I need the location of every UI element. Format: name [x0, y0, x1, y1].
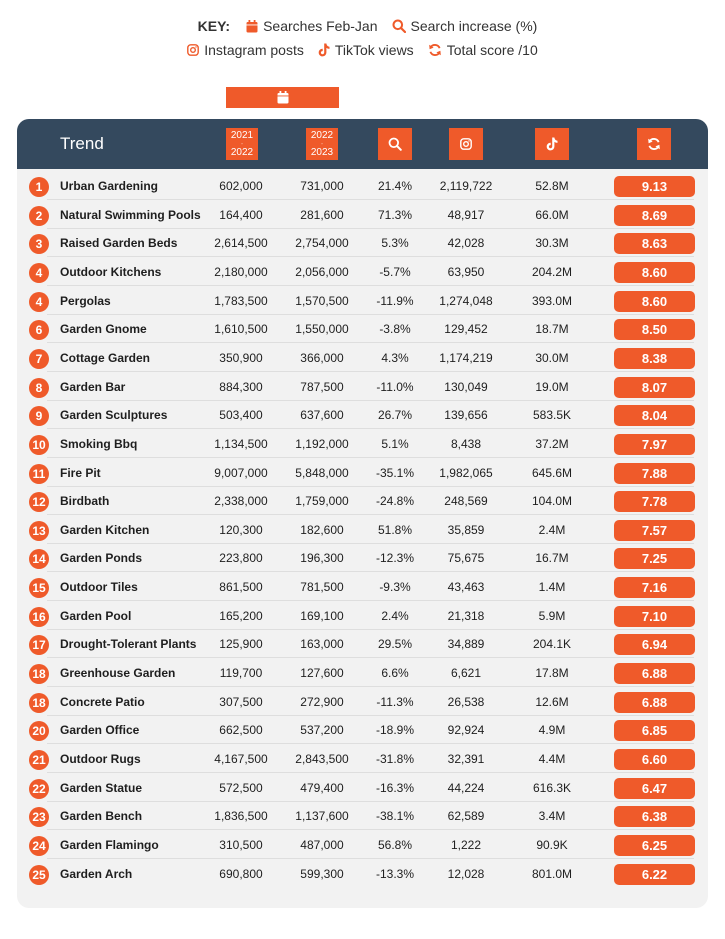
cell-searches-2021-2022: 1,134,500: [214, 436, 268, 451]
rank-badge: 10: [29, 435, 49, 455]
cell-instagram-posts: 1,222: [450, 837, 482, 852]
cell-total-score: 8.69: [614, 205, 695, 226]
cell-tiktok-views: 393.0M: [531, 293, 573, 308]
cell-trend-name: Garden Gnome: [60, 322, 147, 337]
cell-total-score: 6.38: [614, 806, 695, 827]
cell-searches-2021-2022: 310,500: [219, 837, 263, 852]
cell-searches-2021-2022: 125,900: [219, 637, 263, 652]
table-row: [17, 172, 708, 200]
rank-badge: 24: [29, 836, 49, 856]
cell-trend-name: Outdoor Rugs: [60, 752, 141, 766]
cell-total-score: 7.16: [614, 577, 695, 598]
rank-badge: 7: [29, 349, 49, 369]
cell-instagram-posts: 248,569: [444, 494, 488, 509]
legend-item-searches: [246, 18, 377, 34]
cell-searches-2021-2022: 1,783,500: [214, 293, 268, 308]
cell-searches-2022-2023: 169,100: [300, 608, 344, 623]
cell-searches-2021-2022: 350,900: [219, 350, 263, 365]
cell-trend-name: Garden Bench: [60, 809, 143, 824]
cell-searches-2022-2023: 366,000: [300, 350, 344, 365]
cell-instagram-posts: 92,924: [447, 723, 485, 738]
instagram-icon: [460, 138, 472, 150]
table-row: [17, 831, 708, 859]
table-row: [17, 229, 708, 257]
cell-searches-2021-2022: 884,300: [219, 379, 263, 394]
cell-searches-2021-2022: 503,400: [219, 408, 263, 423]
cell-tiktok-views: 4.4M: [538, 752, 566, 766]
table-row: [17, 344, 708, 372]
table-header: [17, 119, 708, 169]
cell-searches-2021-2022: 2,338,000: [214, 494, 268, 509]
rank-badge: 9: [29, 406, 49, 426]
legend-label-tiktok: TikTok views: [334, 42, 414, 58]
instagram-icon: [187, 44, 199, 56]
column-header-year-start: 2022: [310, 129, 334, 141]
column-header-2021-2022: 2021 - 2022: [226, 128, 258, 160]
trends-table: [17, 119, 708, 908]
legend-item-search-increase: [392, 18, 538, 34]
table-row: [17, 716, 708, 744]
cell-search-increase: 5.3%: [381, 236, 409, 251]
table-row: [17, 287, 708, 315]
cell-searches-2022-2023: 787,500: [300, 379, 344, 394]
rank-badge: 21: [29, 750, 49, 770]
cell-total-score: 6.60: [614, 749, 695, 770]
cell-tiktok-views: 18.7M: [535, 322, 569, 337]
cell-instagram-posts: 139,656: [444, 408, 488, 423]
cell-search-increase: -38.1%: [375, 809, 415, 824]
column-header-year-end: 2023: [310, 146, 334, 158]
cell-instagram-posts: 2,119,722: [439, 179, 493, 193]
rank-badge: 15: [29, 578, 49, 598]
cell-search-increase: 4.3%: [381, 350, 409, 365]
rank-badge: 14: [29, 549, 49, 569]
cell-tiktok-views: 16.7M: [535, 551, 569, 566]
cell-searches-2022-2023: 637,600: [300, 408, 344, 423]
cell-searches-2022-2023: 487,000: [300, 837, 344, 852]
cell-search-increase: 5.1%: [381, 436, 409, 451]
table-row: [17, 745, 708, 773]
cell-tiktok-views: 52.8M: [535, 179, 569, 193]
cell-trend-name: Garden Pool: [60, 608, 132, 623]
cell-total-score: 6.88: [614, 663, 695, 684]
legend-item-tiktok: [318, 42, 414, 58]
cell-searches-2022-2023: 479,400: [300, 780, 344, 795]
cell-trend-name: Outdoor Kitchens: [60, 264, 162, 279]
cell-searches-2022-2023: 5,848,000: [295, 465, 349, 480]
column-header-trend: Trend: [60, 134, 104, 153]
cell-searches-2021-2022: 662,500: [219, 723, 263, 738]
cell-total-score: 7.78: [614, 491, 695, 512]
rank-badge: 11: [29, 464, 49, 484]
cell-instagram-posts: 32,391: [447, 752, 485, 766]
cell-search-increase: -35.1%: [375, 465, 415, 480]
rank-badge: 4: [29, 263, 49, 283]
column-header-instagram: [449, 128, 483, 160]
rank-badge: 12: [29, 492, 49, 512]
searches-header-bar: [226, 87, 339, 108]
cell-searches-2021-2022: 690,800: [219, 866, 263, 881]
cell-total-score: 8.50: [614, 319, 695, 340]
cell-tiktok-views: 4.9M: [538, 723, 566, 738]
table-row: [17, 430, 708, 458]
column-header-search-increase: [378, 128, 412, 160]
table-row: [17, 860, 708, 888]
cell-tiktok-views: 1.4M: [538, 580, 566, 595]
cell-search-increase: -9.3%: [379, 580, 411, 595]
cell-instagram-posts: 48,917: [447, 207, 485, 222]
cell-trend-name: Birdbath: [60, 494, 110, 509]
cell-trend-name: Raised Garden Beds: [60, 236, 178, 251]
cell-trend-name: Concrete Patio: [60, 694, 145, 709]
table-row: [17, 573, 708, 601]
column-header-2022-2023: 2022 - 2023: [306, 128, 338, 160]
cell-searches-2021-2022: 119,700: [219, 666, 263, 681]
cell-total-score: 8.04: [614, 405, 695, 426]
cell-search-increase: -3.8%: [379, 322, 411, 337]
cell-total-score: 9.13: [614, 176, 695, 197]
cell-instagram-posts: 26,538: [447, 694, 485, 709]
cell-search-increase: 51.8%: [377, 522, 413, 537]
cell-instagram-posts: 8,438: [450, 436, 482, 451]
table-row: [17, 401, 708, 429]
cell-searches-2021-2022: 307,500: [219, 694, 263, 709]
cell-total-score: 6.94: [614, 634, 695, 655]
cell-trend-name: Garden Kitchen: [60, 522, 150, 537]
cell-total-score: 8.38: [614, 348, 695, 369]
cell-instagram-posts: 6,621: [450, 666, 482, 681]
cell-total-score: 8.60: [614, 291, 695, 312]
cell-searches-2021-2022: 861,500: [219, 580, 263, 595]
table-row: [17, 201, 708, 229]
cell-searches-2021-2022: 2,614,500: [214, 236, 268, 251]
cell-search-increase: -11.0%: [376, 379, 414, 394]
cell-searches-2021-2022: 164,400: [219, 207, 263, 222]
cell-searches-2022-2023: 1,550,000: [295, 322, 349, 337]
refresh-icon: [647, 137, 661, 151]
cell-trend-name: Garden Bar: [60, 379, 126, 394]
rank-badge: 16: [29, 607, 49, 627]
cell-total-score: 8.60: [614, 262, 695, 283]
cell-trend-name: Outdoor Tiles: [60, 580, 138, 595]
table-row: [17, 315, 708, 343]
table-row: [17, 459, 708, 487]
column-header-total-score: [637, 128, 671, 160]
rank-badge: 2: [29, 206, 49, 226]
rank-badge: 13: [29, 521, 49, 541]
column-header-tiktok: [535, 128, 569, 160]
cell-instagram-posts: 21,318: [447, 608, 485, 623]
rank-badge: 3: [29, 234, 49, 254]
table-row: [17, 373, 708, 401]
legend-label-total-score: Total score /10: [446, 42, 538, 58]
cell-tiktok-views: 645.6M: [531, 465, 573, 480]
column-header-year-end: 2022: [230, 146, 254, 158]
cell-total-score: 7.25: [614, 548, 695, 569]
cell-tiktok-views: 17.8M: [535, 666, 569, 681]
cell-search-increase: 2.4%: [381, 608, 409, 623]
cell-searches-2021-2022: 9,007,000: [214, 465, 268, 480]
cell-total-score: 7.10: [614, 606, 695, 627]
cell-search-increase: 71.3%: [377, 207, 413, 222]
cell-instagram-posts: 129,452: [444, 322, 488, 337]
search-icon: [388, 137, 402, 151]
cell-searches-2021-2022: 4,167,500: [214, 752, 268, 766]
calendar-icon: [277, 91, 289, 104]
rank-badge: 23: [29, 807, 49, 827]
cell-instagram-posts: 34,889: [447, 637, 485, 652]
cell-total-score: 8.63: [614, 233, 695, 254]
cell-tiktok-views: 616.3K: [532, 780, 572, 795]
cell-trend-name: Urban Gardening: [60, 179, 159, 193]
cell-total-score: 8.07: [614, 377, 695, 398]
cell-searches-2021-2022: 1,836,500: [214, 809, 268, 824]
tiktok-icon: [318, 43, 330, 57]
cell-tiktok-views: 90.9K: [536, 837, 568, 852]
legend-label-instagram: Instagram posts: [204, 42, 304, 58]
cell-trend-name: Garden Statue: [60, 780, 143, 795]
table-row: [17, 630, 708, 658]
cell-trend-name: Garden Arch: [60, 866, 133, 881]
legend-label-searches: Searches Feb-Jan: [263, 18, 378, 34]
cell-instagram-posts: 1,982,065: [439, 465, 493, 480]
cell-search-increase: -16.3%: [375, 780, 415, 795]
cell-trend-name: Garden Flamingo: [60, 837, 159, 852]
cell-total-score: 7.88: [614, 463, 695, 484]
legend-row-2: [0, 38, 725, 62]
refresh-icon: [428, 43, 442, 57]
column-header-year-start: 2021: [230, 129, 254, 141]
cell-search-increase: 56.8%: [377, 837, 413, 852]
cell-tiktok-views: 204.2M: [531, 264, 573, 279]
cell-trend-name: Fire Pit: [60, 465, 101, 480]
cell-search-increase: -31.8%: [375, 752, 415, 766]
cell-searches-2022-2023: 196,300: [300, 551, 344, 566]
legend-label-search-increase: Search increase (%): [410, 18, 538, 34]
table-row: [17, 774, 708, 802]
cell-searches-2022-2023: 1,137,600: [295, 809, 349, 824]
cell-search-increase: 29.5%: [377, 637, 413, 652]
cell-search-increase: 6.6%: [381, 666, 409, 681]
cell-searches-2021-2022: 2,180,000: [214, 264, 268, 279]
cell-trend-name: Smoking Bbq: [60, 436, 138, 451]
cell-search-increase: -11.3%: [376, 694, 414, 709]
table-row: [17, 602, 708, 630]
cell-total-score: 6.22: [614, 864, 695, 885]
rank-badge: 18: [29, 664, 49, 684]
legend-title: KEY:: [197, 18, 231, 34]
cell-trend-name: Garden Office: [60, 723, 140, 738]
table-row: [17, 544, 708, 572]
rank-badge: 22: [29, 779, 49, 799]
cell-instagram-posts: 1,174,219: [439, 350, 493, 365]
rank-badge: 8: [29, 378, 49, 398]
cell-search-increase: -13.3%: [375, 866, 415, 881]
legend-key: [0, 14, 725, 62]
cell-tiktok-views: 12.6M: [535, 694, 569, 709]
cell-tiktok-views: 204.1K: [532, 637, 572, 652]
cell-total-score: 6.25: [614, 835, 695, 856]
cell-search-increase: -11.9%: [376, 293, 414, 308]
cell-trend-name: Cottage Garden: [60, 350, 151, 365]
cell-instagram-posts: 35,859: [447, 522, 485, 537]
cell-searches-2021-2022: 165,200: [219, 608, 263, 623]
cell-searches-2022-2023: 2,754,000: [295, 236, 349, 251]
cell-tiktok-views: 3.4M: [538, 809, 566, 824]
table-row: [17, 516, 708, 544]
cell-searches-2021-2022: 572,500: [219, 780, 263, 795]
cell-searches-2022-2023: 1,759,000: [295, 494, 349, 509]
cell-instagram-posts: 62,589: [447, 809, 485, 824]
cell-tiktok-views: 30.3M: [535, 236, 569, 251]
cell-total-score: 6.47: [614, 778, 695, 799]
calendar-icon: [246, 20, 258, 33]
cell-search-increase: 21.4%: [377, 179, 413, 193]
cell-search-increase: -24.8%: [375, 494, 415, 509]
cell-searches-2021-2022: 1,610,500: [214, 322, 268, 337]
tiktok-icon: [546, 137, 558, 151]
cell-searches-2022-2023: 182,600: [300, 522, 344, 537]
cell-searches-2022-2023: 2,056,000: [295, 264, 349, 279]
table-row: [17, 258, 708, 286]
cell-searches-2021-2022: 120,300: [219, 522, 263, 537]
cell-total-score: 7.57: [614, 520, 695, 541]
cell-trend-name: Greenhouse Garden: [60, 666, 176, 681]
cell-searches-2022-2023: 599,300: [300, 866, 344, 881]
cell-tiktok-views: 66.0M: [535, 207, 569, 222]
cell-instagram-posts: 43,463: [447, 580, 485, 595]
search-icon: [392, 19, 406, 33]
cell-search-increase: -12.3%: [375, 551, 415, 566]
cell-instagram-posts: 63,950: [447, 264, 485, 279]
rank-badge: 1: [29, 177, 49, 197]
table-row: [17, 688, 708, 716]
cell-trend-name: Pergolas: [60, 293, 111, 308]
cell-search-increase: -18.9%: [375, 723, 415, 738]
cell-searches-2022-2023: 272,900: [300, 694, 344, 709]
rank-badge: 20: [29, 721, 49, 741]
cell-instagram-posts: 1,274,048: [439, 293, 493, 308]
table-row: [17, 487, 708, 515]
cell-tiktok-views: 583.5K: [532, 408, 572, 423]
cell-total-score: 6.88: [614, 692, 695, 713]
cell-searches-2022-2023: 281,600: [300, 207, 344, 222]
cell-searches-2022-2023: 1,192,000: [295, 436, 349, 451]
legend-item-total-score: [428, 42, 538, 58]
cell-trend-name: Garden Ponds: [60, 551, 143, 566]
cell-searches-2021-2022: 602,000: [219, 179, 263, 193]
cell-tiktok-views: 801.0M: [531, 866, 573, 881]
cell-instagram-posts: 130,049: [444, 379, 488, 394]
legend-row-1: [5, 14, 725, 38]
cell-searches-2022-2023: 731,000: [300, 179, 344, 193]
cell-tiktok-views: 30.0M: [535, 350, 569, 365]
cell-searches-2022-2023: 537,200: [300, 723, 344, 738]
cell-searches-2022-2023: 1,570,500: [295, 293, 349, 308]
cell-total-score: 7.97: [614, 434, 695, 455]
cell-instagram-posts: 75,675: [447, 551, 485, 566]
cell-tiktok-views: 2.4M: [538, 522, 566, 537]
cell-trend-name: Natural Swimming Pools: [60, 207, 201, 222]
cell-tiktok-views: 19.0M: [535, 379, 569, 394]
cell-instagram-posts: 12,028: [447, 866, 485, 881]
cell-searches-2022-2023: 781,500: [300, 580, 344, 595]
rank-badge: 17: [29, 635, 49, 655]
cell-searches-2022-2023: 163,000: [300, 637, 344, 652]
rank-badge: 4: [29, 292, 49, 312]
cell-instagram-posts: 42,028: [447, 236, 485, 251]
cell-tiktok-views: 5.9M: [538, 608, 566, 623]
rank-badge: 25: [29, 865, 49, 885]
cell-tiktok-views: 104.0M: [531, 494, 573, 509]
legend-item-instagram: [187, 42, 304, 58]
cell-searches-2022-2023: 2,843,500: [295, 752, 349, 766]
rank-badge: 18: [29, 693, 49, 713]
table-row: [17, 802, 708, 830]
cell-search-increase: 26.7%: [377, 408, 413, 423]
table-row: [17, 659, 708, 687]
cell-trend-name: Garden Sculptures: [60, 408, 168, 423]
cell-search-increase: -5.7%: [379, 264, 411, 279]
cell-trend-name: Drought-Tolerant Plants: [60, 637, 197, 652]
cell-tiktok-views: 37.2M: [535, 436, 569, 451]
cell-instagram-posts: 44,224: [447, 780, 485, 795]
cell-searches-2021-2022: 223,800: [219, 551, 263, 566]
rank-badge: 6: [29, 320, 49, 340]
cell-searches-2022-2023: 127,600: [300, 666, 344, 681]
cell-total-score: 6.85: [614, 720, 695, 741]
